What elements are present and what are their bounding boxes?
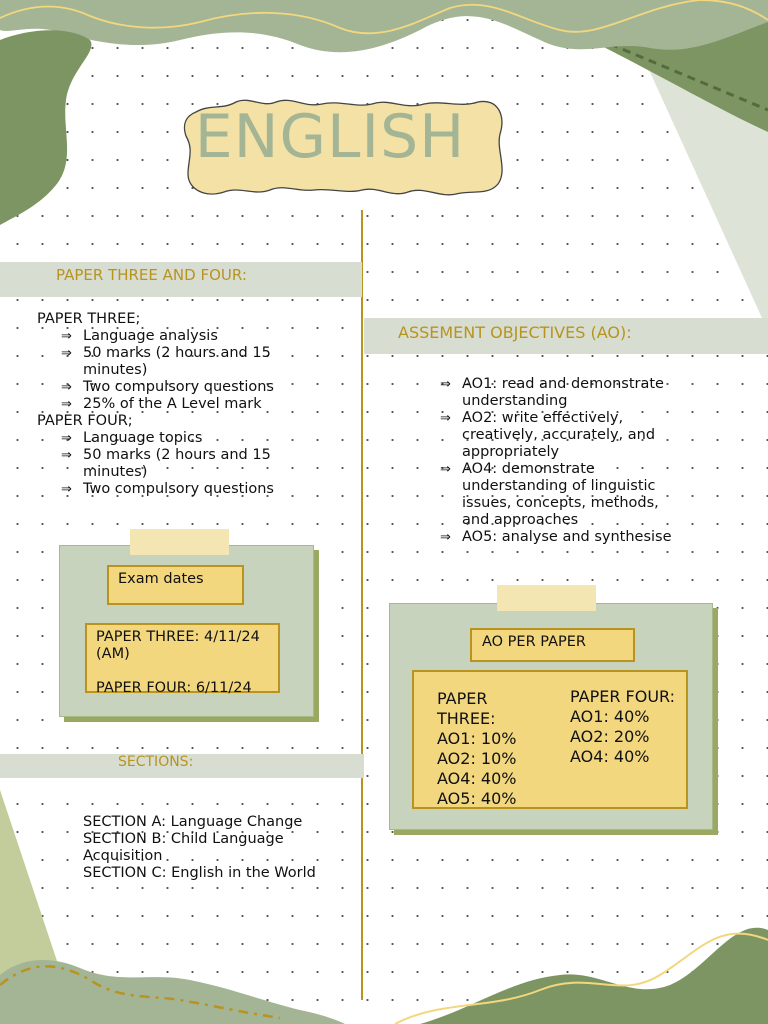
list-item: ⇒ Two compulsory questions — [61, 379, 274, 395]
exam-dates-label: Exam dates — [107, 565, 244, 605]
objectives-heading: ASSEMENT OBJECTIVES (AO): — [364, 318, 768, 354]
list-item: ⇒ AO2: write effectively, creatively, accurately, and appropriately — [440, 410, 656, 460]
ao-paper-four-heading: PAPER FOUR: — [570, 687, 676, 706]
ao-value: AO5: 40% — [437, 789, 517, 808]
ao-value: AO2: 20% — [570, 727, 650, 746]
exam-dates-box — [85, 623, 280, 696]
ao-value: AO4: 40% — [437, 769, 517, 788]
list-item: ⇒ Language topics — [61, 430, 203, 446]
arrow-icon: ⇒ — [61, 431, 72, 446]
papers-details — [37, 311, 337, 497]
paper-four-label: PAPER FOUR; — [37, 413, 133, 429]
list-item: ⇒ 50 marks (2 hours and 15 minutes) — [61, 447, 271, 480]
ao-paper-four-column — [570, 687, 680, 767]
arrow-icon: ⇒ — [61, 397, 72, 412]
tape-decoration — [130, 529, 229, 555]
list-item: ⇒ Two compulsory questions — [61, 481, 274, 497]
ao-per-paper-label: AO PER PAPER — [470, 628, 635, 662]
exam-date-paper-four: PAPER FOUR: 6/11/24 — [96, 680, 252, 696]
ao-value: AO1: 40% — [570, 707, 650, 726]
section-item: SECTION C: English in the World — [83, 865, 316, 881]
arrow-icon: ⇒ — [61, 380, 72, 395]
arrow-icon: ⇒ — [61, 482, 72, 497]
list-item: ⇒ 50 marks (2 hours and 15 minutes) — [61, 345, 271, 378]
tape-decoration — [497, 585, 596, 611]
arrow-icon: ⇒ — [440, 462, 451, 477]
list-item: ⇒ Language analysis — [61, 328, 218, 344]
list-item: ⇒ AO1: read and demonstrate understanding — [440, 376, 664, 409]
objectives-list — [440, 376, 690, 545]
arrow-icon: ⇒ — [440, 530, 451, 545]
arrow-icon: ⇒ — [61, 346, 72, 361]
arrow-icon: ⇒ — [440, 377, 451, 392]
list-item: ⇒ 25% of the A Level mark — [61, 396, 262, 412]
exam-date-paper-three: PAPER THREE: 4/11/24 (AM) — [96, 629, 260, 662]
section-item: SECTION B: Child Language Acquisition — [83, 831, 284, 864]
ao-paper-three-column — [437, 689, 547, 808]
ao-value: AO4: 40% — [570, 747, 650, 766]
arrow-icon: ⇒ — [61, 329, 72, 344]
arrow-icon: ⇒ — [61, 448, 72, 463]
ao-paper-three-heading: PAPER THREE: — [437, 689, 496, 728]
page-title: ENGLISH — [194, 102, 466, 172]
ao-value: AO2: 10% — [437, 749, 517, 768]
papers-heading: PAPER THREE AND FOUR: — [0, 262, 362, 297]
sections-heading: SECTIONS: — [0, 754, 364, 778]
list-item: ⇒ AO5: analyse and synthesise — [440, 529, 672, 545]
ao-per-paper-box — [412, 670, 688, 809]
sections-list — [83, 814, 333, 882]
center-divider — [361, 210, 363, 1000]
list-item: ⇒ AO4: demonstrate understanding of linguistic issues, concepts, methods, and approaches — [440, 461, 659, 528]
ao-value: AO1: 10% — [437, 729, 517, 748]
arrow-icon: ⇒ — [440, 411, 451, 426]
section-item: SECTION A: Language Change — [83, 814, 303, 830]
paper-three-label: PAPER THREE; — [37, 311, 141, 327]
